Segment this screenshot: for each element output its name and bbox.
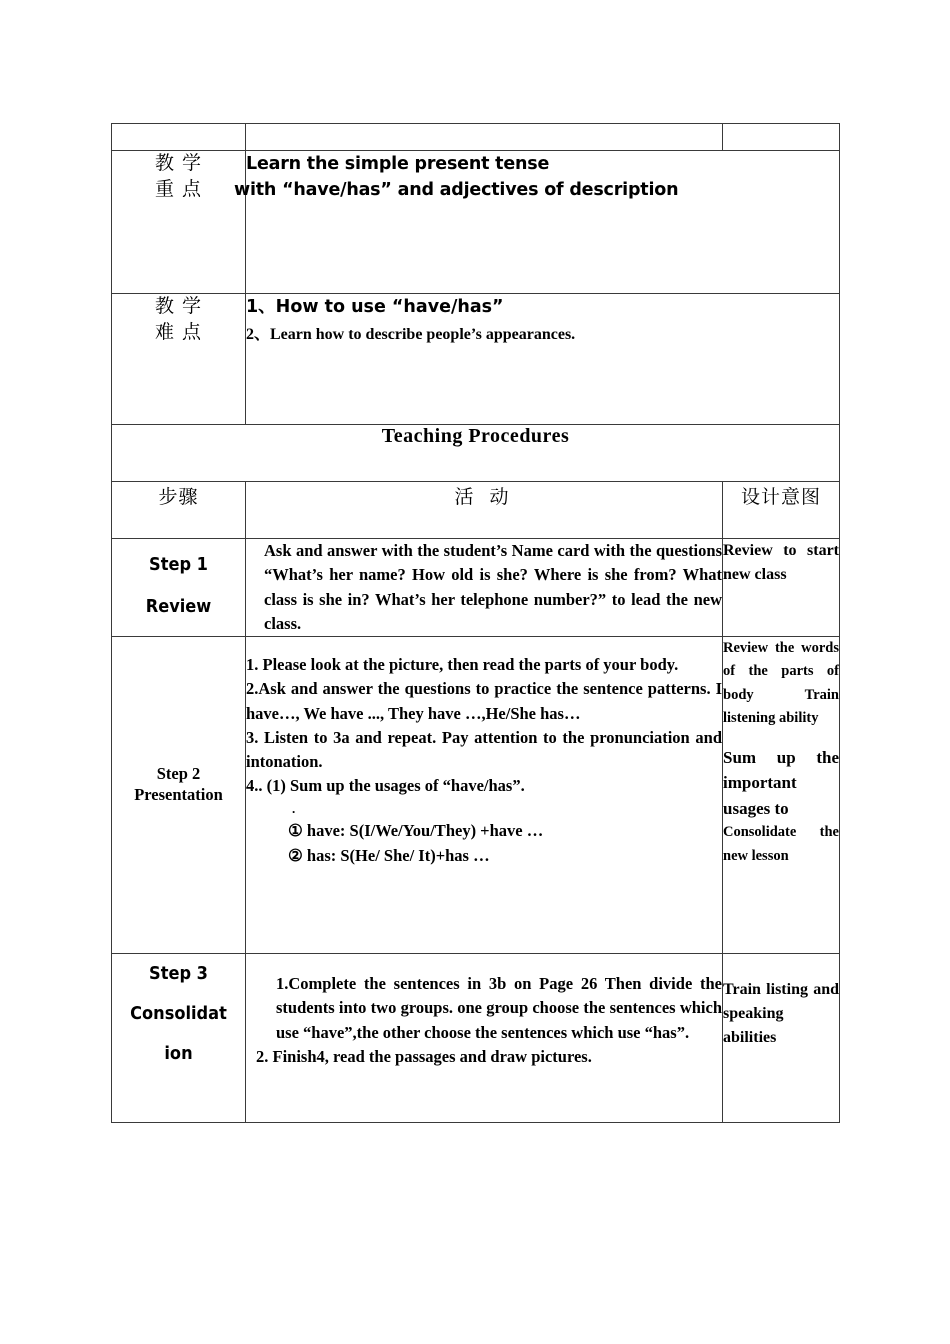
table-row-blank (112, 124, 840, 151)
blank-cell-2 (246, 124, 723, 151)
step-1-activity (246, 539, 723, 637)
table-row-step-2 (112, 637, 840, 954)
step-2-activity-item-3: 3. Listen to 3a and repeat. Pay attention to the pronunciation and intonation. (246, 727, 722, 771)
lesson-plan-table (111, 123, 840, 1123)
key-points-line1: Learn the simple present tense (246, 154, 550, 174)
step-2-activity-item-1-first: 1. Please look at the picture, then read the parts of your (246, 655, 637, 674)
step-2-activity (246, 637, 723, 954)
difficult-points-label (112, 294, 246, 425)
step-2-label (112, 637, 246, 954)
step-3-title: Step 3 (149, 963, 208, 984)
key-points-label-line1: 教 学 (154, 152, 203, 174)
step-3-subtitle-line2: ion (164, 1042, 193, 1064)
table-row-step-3 (112, 954, 840, 1123)
step-2-activity-dot: . (292, 800, 296, 816)
step-1-subtitle: Review (145, 595, 212, 617)
step-2-activity-item-1 (246, 653, 722, 677)
step-3-activity (246, 954, 723, 1123)
step-3-subtitle-line1: Consolidat (130, 1002, 227, 1024)
table-row-headers (112, 482, 840, 539)
step-2-activity-usage-2: ② has: S(He/ She/ It)+has … (288, 845, 490, 865)
teaching-procedures-banner (112, 425, 840, 482)
step-2-subtitle: Presentation (134, 785, 223, 805)
header-step: 步骤 (112, 482, 246, 539)
difficult-points-content (246, 294, 840, 425)
step-3-intent: Train listing and speaking abilities (723, 954, 840, 1123)
table-row-key-points (112, 151, 840, 294)
step-1-title: Step 1 (149, 554, 208, 575)
difficult-points-line2: 2、Learn how to describe people’s appearances. (246, 326, 576, 344)
banner-title: Teaching Procedures (381, 425, 570, 447)
step-2-intent-spacer (723, 731, 839, 745)
table-row-step-1 (112, 539, 840, 637)
step-3-label (112, 954, 246, 1123)
difficult-points-line1: 1、How to use “have/has” (246, 297, 504, 317)
step-2-activity-usage-1: ① have: S(I/We/You/They) +have … (288, 821, 544, 841)
step-3-activity-item-2: 2. Finish4, read the passages and draw pictures. (256, 1046, 592, 1066)
step-2-intent-part-2: Sum up the important usages to (723, 747, 839, 818)
step-2-title: Step 2 (156, 764, 201, 783)
step-2-intent-part-3: Consolidate the new lesson (723, 824, 839, 864)
step-3-activity-item-1: 1.Complete the sentences in 3b on Page 26 Then divide the students into two groups. one group choose the sentences which use “have”,the other choose the sentences which use “has”. (276, 974, 722, 1042)
step-1-activity-text: Ask and answer with the student’s Name card with the questions “What’s her name? How old is she? Where is she from? What class is she in? What’s her telephone number?” to lead the new class. (264, 541, 722, 633)
step-2-intent-part-1: Review the words of the parts of body Train listening ability (723, 640, 839, 727)
key-points-label-line2: 重 点 (154, 177, 203, 200)
step-2-activity-item-2: 2.Ask and answer the questions to practice the sentence patterns. I have…, We have ..., They have …,He/She has… (246, 679, 722, 723)
key-points-content (234, 151, 840, 294)
step-1-intent: Review to start new class (723, 539, 840, 637)
header-activity: 活 动 (246, 482, 723, 539)
blank-cell-1 (112, 124, 246, 151)
table-row-difficult-points (112, 294, 840, 425)
step-2-activity-item-4: 4.. (1) Sum up the usages of “have/has”. (246, 776, 525, 796)
difficult-points-label-line1: 教 学 (154, 295, 203, 317)
step-3-spacer-1 (112, 984, 245, 1004)
step-1-spacer (112, 575, 245, 597)
key-points-label (112, 151, 246, 294)
header-intent: 设计意图 (723, 482, 840, 539)
step-3-spacer-2 (112, 1024, 245, 1044)
step-2-intent (723, 637, 840, 954)
blank-cell-3 (723, 124, 840, 151)
step-2-activity-item-1-rest: body. (640, 655, 679, 674)
step-1-label (112, 539, 246, 637)
key-points-text (234, 151, 839, 204)
key-points-line2: with “have/has” and adjectives of description (234, 180, 679, 201)
difficult-points-label-line2: 难 点 (154, 320, 203, 343)
table-row-banner (112, 425, 840, 482)
